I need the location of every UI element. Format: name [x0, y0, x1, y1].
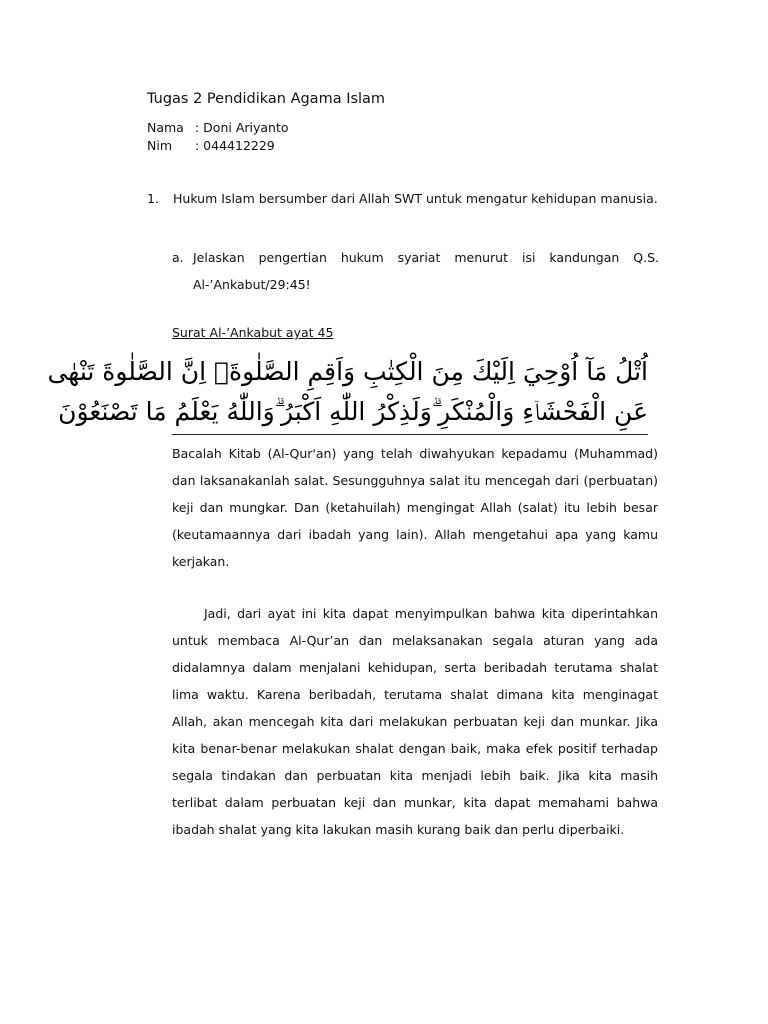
conclusion-text: Jadi, dari ayat ini kita dapat menyimpulkan bahwa kita diperintahkan untuk membaca Al-Qur’an dan melaksanakan segala aturan yang ada didalamnya dalam menjalani kehidupan, serta beribadah terutama shalat lima waktu. Karena beribadah, terutama shalat dimana kita menginagat Allah, akan mencegah kita dari melakukan perbuatan keji dan munkar. Jika kita benar-benar melakukan shalat dengan baik, maka efek positif terhadap segala tindakan dan perbuatan kita menjadi lebih baik. Jika kita masih terlibat dalam perbuatan keji dan munkar, kita dapat memahami bahwa ibadah shalat yang kita lakukan masih kurang baik dan perlu diperbaiki. [172, 606, 658, 837]
sub-question-text: Jelaskan pengertian hukum syariat menurut isi kandungan Q.S. Al-’Ankabut/29:45! [193, 250, 659, 292]
conclusion-paragraph [172, 600, 658, 843]
document-title: Tugas 2 Pendidikan Agama Islam [147, 91, 386, 107]
meta-value-nim: : 044412229 [195, 138, 275, 153]
meta-value-name: : Doni Ariyanto [195, 120, 289, 135]
question-number: 1. [147, 191, 159, 206]
meta-row-name [147, 119, 289, 137]
meta-label-nim: Nim [147, 138, 172, 153]
surah-heading: Surat Al-’Ankabut ayat 45 [172, 325, 334, 340]
meta-label-name: Nama [147, 120, 184, 135]
arabic-line-1: اُتْلُ مَآ اُوْحِيَ اِلَيْكَ مِنَ الْكِتٰبِ وَاَقِمِ الصَّلٰوةَۗ اِنَّ الصَّلٰوةَ تَنْهٰى [47, 357, 648, 386]
arabic-line-2: عَنِ الْفَحْشَاۤءِ وَالْمُنْكَرِ ۗوَلَذِكْرُ اللّٰهِ اَكْبَرُ ۗوَاللّٰهُ يَعْلَمُ مَا تَصْنَعُوْنَ [58, 397, 648, 426]
arabic-verse [47, 352, 648, 435]
sub-question-letter: a. [172, 250, 184, 265]
meta-row-nim [147, 137, 275, 155]
translation-paragraph: Bacalah Kitab (Al-Qur'an) yang telah diwahyukan kepadamu (Muhammad) dan laksanakanlah salat. Sesungguhnya salat itu mencegah dari (perbuatan) keji dan mungkar. Dan (ketahuilah) mengingat Allah (salat) itu lebih besar (keutamaannya dari ibadah yang lain). Allah mengetahui apa yang kamu kerjakan. [172, 446, 658, 569]
question-text: Hukum Islam bersumber dari Allah SWT untuk mengatur kehidupan manusia. [173, 191, 658, 206]
